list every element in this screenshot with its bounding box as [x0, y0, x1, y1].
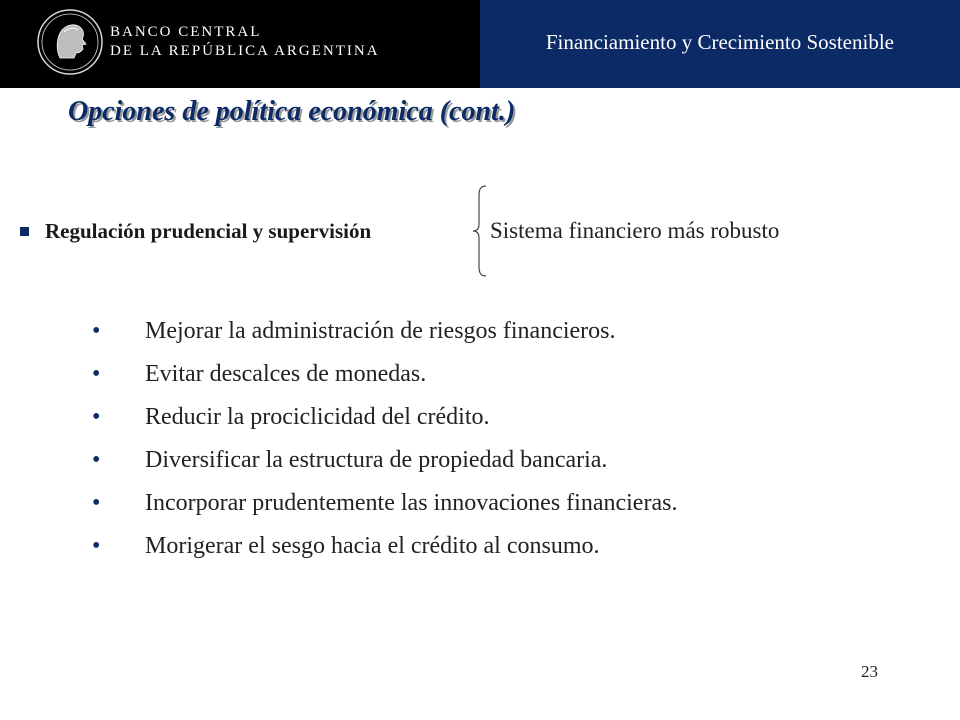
bullet-dot-icon: • — [92, 447, 101, 473]
bullet-dot-icon: • — [92, 533, 101, 559]
brace-text: Sistema financiero más robusto — [490, 218, 780, 243]
list-item-text: Reducir la prociclicidad del crédito. — [145, 404, 490, 430]
list-item — [92, 353, 677, 396]
list-item — [92, 482, 677, 525]
list-item-text: Morigerar el sesgo hacia el crédito al consumo. — [145, 533, 600, 559]
logo-text-line1: BANCO CENTRAL — [110, 24, 262, 40]
bullet-dot-icon: • — [92, 404, 101, 430]
header-title: Financiamiento y Crecimiento Sostenible — [545, 30, 894, 54]
bullet-dot-icon: • — [92, 361, 101, 387]
list-item-text: Evitar descalces de monedas. — [145, 361, 427, 387]
header-left-band — [0, 0, 480, 88]
list-item-text: Incorporar prudentemente las innovaciones financieras. — [145, 490, 678, 516]
left-brace-icon — [468, 184, 490, 278]
slide-title: Opciones de política económica (cont.) — [68, 96, 516, 127]
list-item — [92, 525, 677, 568]
header-right-band — [480, 0, 960, 88]
square-bullet-icon — [20, 227, 29, 236]
page-number: 23 — [861, 662, 878, 681]
list-item-text: Mejorar la administración de riesgos financieros. — [145, 318, 616, 344]
list-item — [92, 396, 677, 439]
logo-text-line2: DE LA REPÚBLICA ARGENTINA — [110, 43, 380, 59]
bullet-dot-icon: • — [92, 490, 101, 516]
bullet-dot-icon: • — [92, 318, 101, 344]
main-bullet-row — [20, 216, 371, 246]
list-item-text: Diversificar la estructura de propiedad bancaria. — [145, 447, 608, 473]
list-item — [92, 439, 677, 482]
main-bullet-label: Regulación prudencial y supervisión — [45, 218, 372, 243]
list-item — [92, 310, 677, 353]
sub-bullet-list — [92, 310, 677, 568]
bank-emblem-icon — [36, 8, 104, 76]
